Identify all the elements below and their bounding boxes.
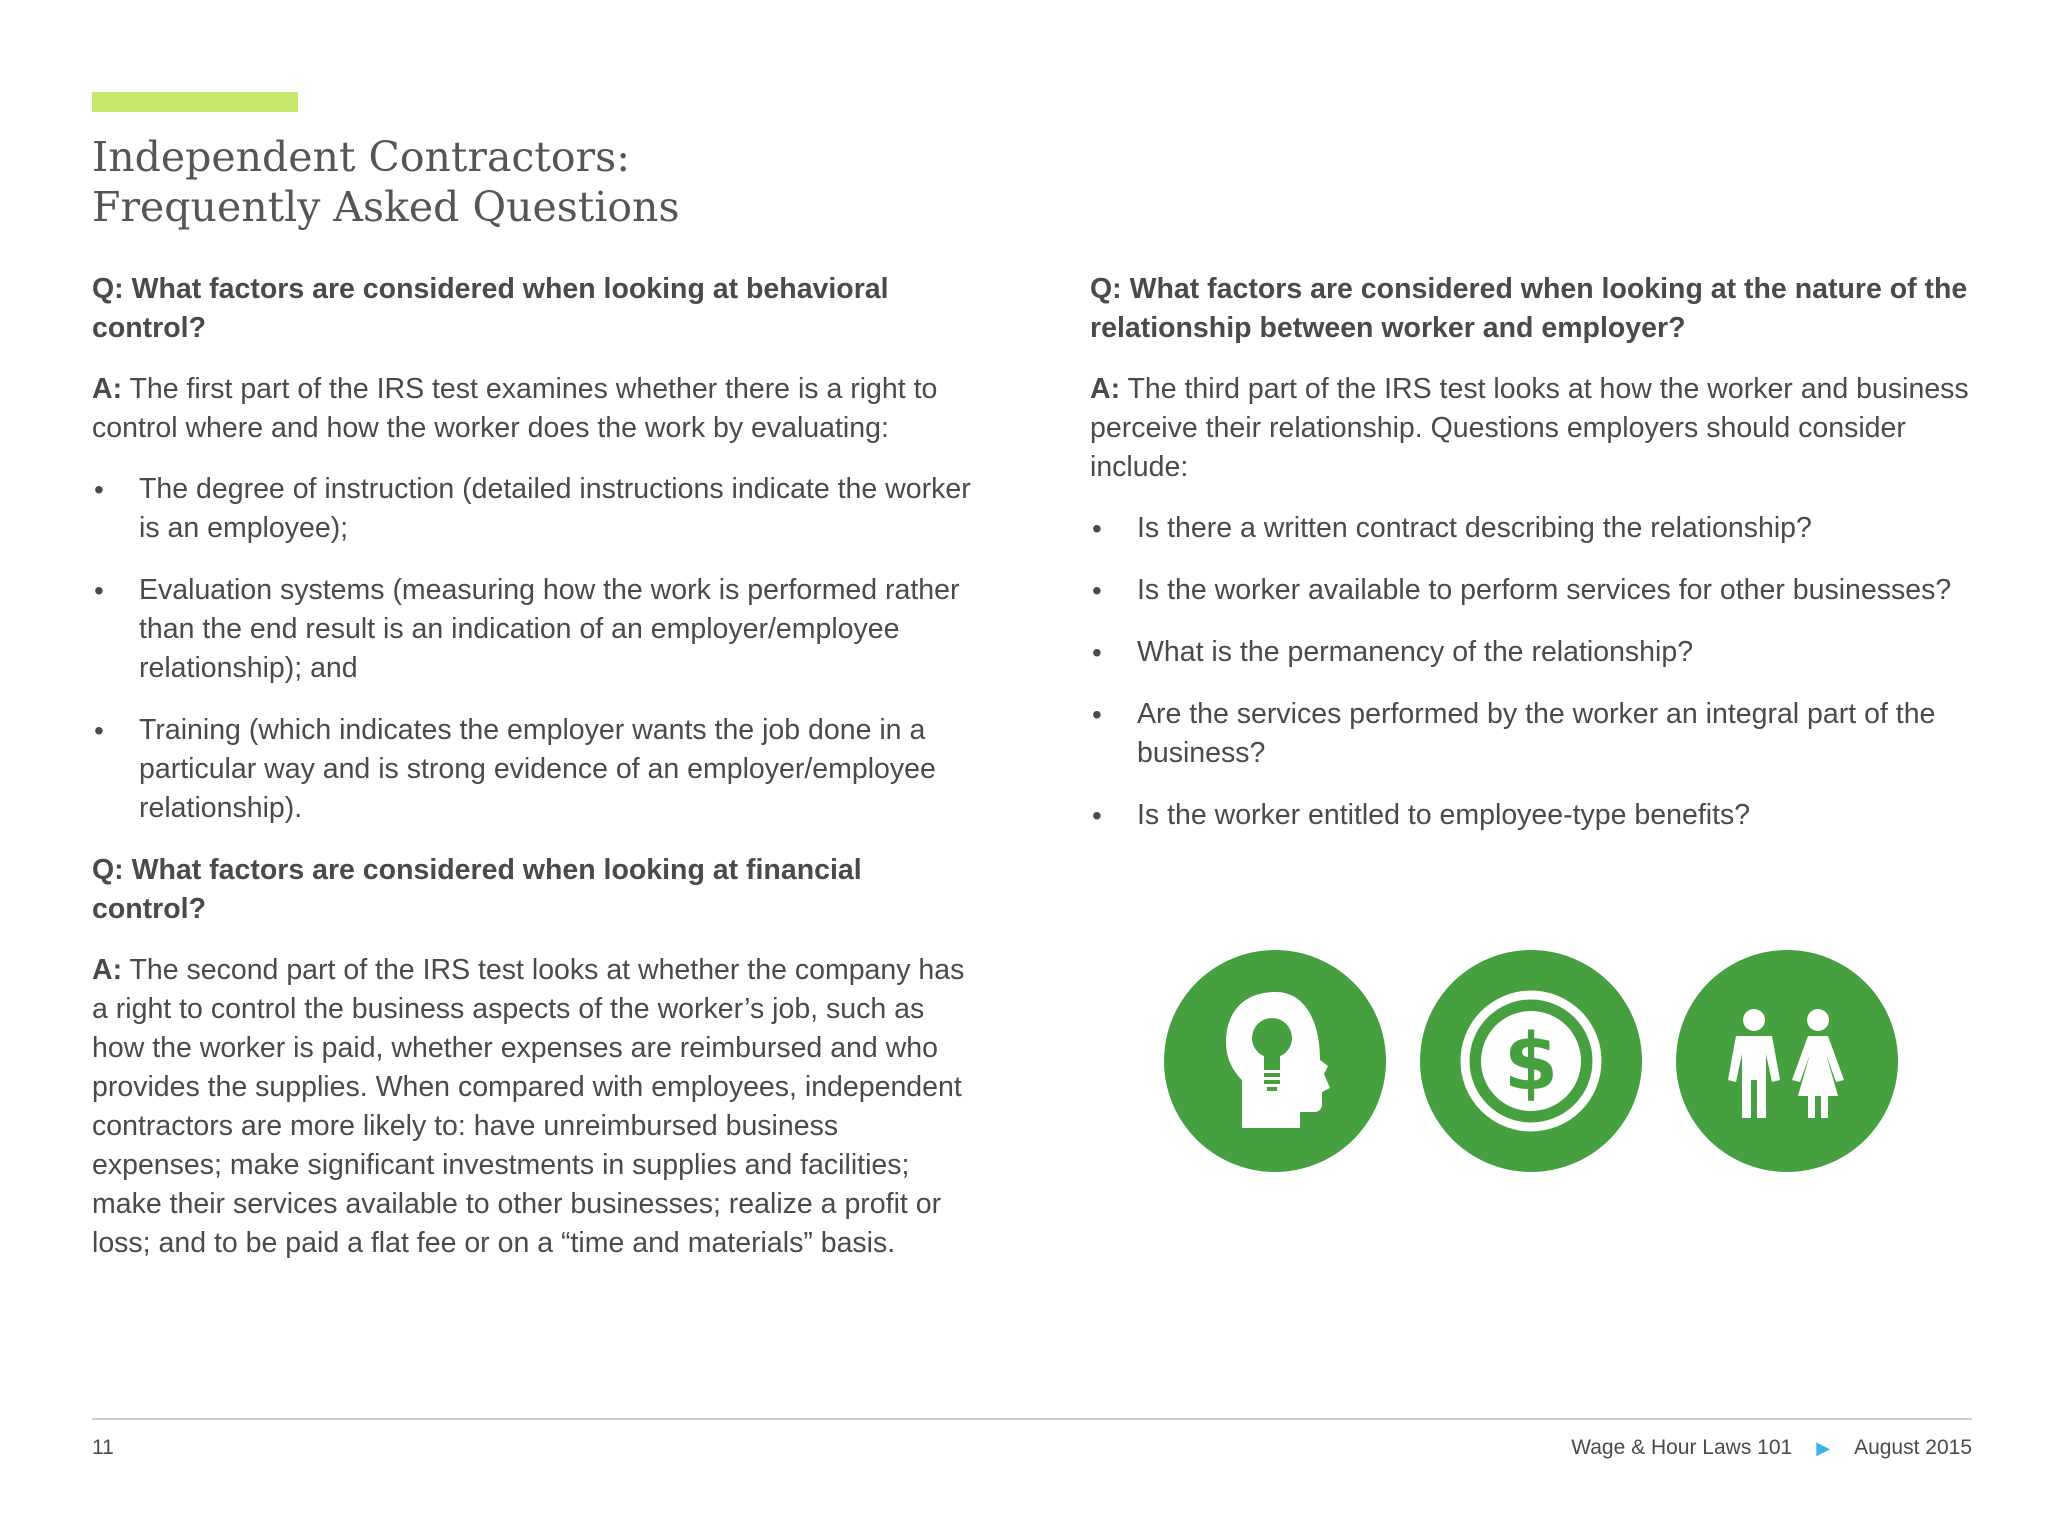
title-line-1: Independent Contractors: [92, 133, 631, 181]
list-item-text: Is the worker entitled to employee-type benefits? [1137, 799, 1751, 831]
list-item-text: Are the services performed by the worker an integral part of the business? [1137, 698, 1936, 769]
list-item [92, 711, 972, 828]
list-item [92, 470, 972, 548]
bullet-icon: • [1092, 513, 1102, 544]
bullet-icon: • [94, 715, 104, 746]
accent-bar [92, 92, 298, 112]
list-item-text: Training (which indicates the employer wants the job done in a particular way and is strong evidence of an employer/employee relationship). [139, 714, 936, 824]
list-item-text: Is the worker available to perform services for other businesses? [1137, 574, 1952, 606]
list-item-text: Is there a written contract describing the relationship? [1137, 512, 1812, 544]
bullet-icon: • [1092, 637, 1102, 668]
list-item [92, 571, 972, 688]
page-number: 11 [92, 1436, 114, 1459]
answer-text: The second part of the IRS test looks at whether the company has a right to control the business aspects of the worker’s job, such as how the worker is paid, whether expenses are reimbursed and who provides the supplies. When compared with employees, independent contractors are more likely to: have unreimbursed business expenses; make significant investments in supplies and facilities; make their services available to other businesses; realize a profit or loss; and to be paid a flat fee or on a “time and materials” basis. [92, 954, 965, 1259]
question-financial-control: Q: What factors are considered when looking at financial control? [92, 854, 862, 925]
list-item [1090, 633, 1970, 672]
answer-behavioral-control [92, 370, 972, 448]
bullet-icon: • [1092, 699, 1102, 730]
bullet-icon: • [1092, 575, 1102, 606]
title-line-2: Frequently Asked Questions [92, 183, 680, 231]
answer-label: A: [92, 373, 123, 405]
svg-text:$: $ [1503, 1018, 1559, 1108]
answer-text: The first part of the IRS test examines whether there is a right to control where and how the worker does the work by evaluating: [92, 373, 938, 444]
answer-relationship [1090, 370, 1970, 487]
list-item [1090, 796, 1970, 835]
list-item-text: The degree of instruction (detailed instructions indicate the worker is an employee); [139, 473, 971, 544]
list-item [1090, 509, 1970, 548]
question-relationship: Q: What factors are considered when looking at the nature of the relationship between worker and employer? [1090, 273, 1968, 344]
right-column [1090, 270, 1970, 858]
list-item-text: What is the permanency of the relationship? [1137, 636, 1694, 668]
document-title: Wage & Hour Laws 101 [1571, 1436, 1793, 1459]
list-item-text: Evaluation systems (measuring how the work is performed rather than the end result is an indication of an employer/employee relationship); and [139, 574, 960, 684]
head-lightbulb-icon [1164, 950, 1386, 1172]
bullet-icon: • [94, 575, 104, 606]
answer-text: The third part of the IRS test looks at how the worker and business perceive their relationship. Questions employers should consider include: [1090, 373, 1969, 483]
footer-info [1571, 1436, 1972, 1460]
bullet-icon: • [1092, 800, 1102, 831]
page-title [92, 132, 992, 232]
behavioral-bullet-list [92, 470, 972, 828]
relationship-bullet-list [1090, 509, 1970, 835]
document-date: August 2015 [1854, 1436, 1972, 1459]
answer-label: A: [92, 954, 123, 986]
left-column [92, 270, 972, 1285]
bullet-icon: • [94, 474, 104, 505]
dollar-coin-icon [1420, 950, 1642, 1172]
answer-label: A: [1090, 373, 1121, 405]
man-woman-icon [1676, 950, 1898, 1172]
footer-divider [92, 1418, 1972, 1420]
list-item [1090, 571, 1970, 610]
list-item [1090, 695, 1970, 773]
answer-financial-control [92, 951, 972, 1263]
question-behavioral-control: Q: What factors are considered when looking at behavioral control? [92, 273, 889, 344]
icon-row [1164, 950, 1904, 1172]
arrow-right-icon: ▶ [1816, 1437, 1831, 1458]
